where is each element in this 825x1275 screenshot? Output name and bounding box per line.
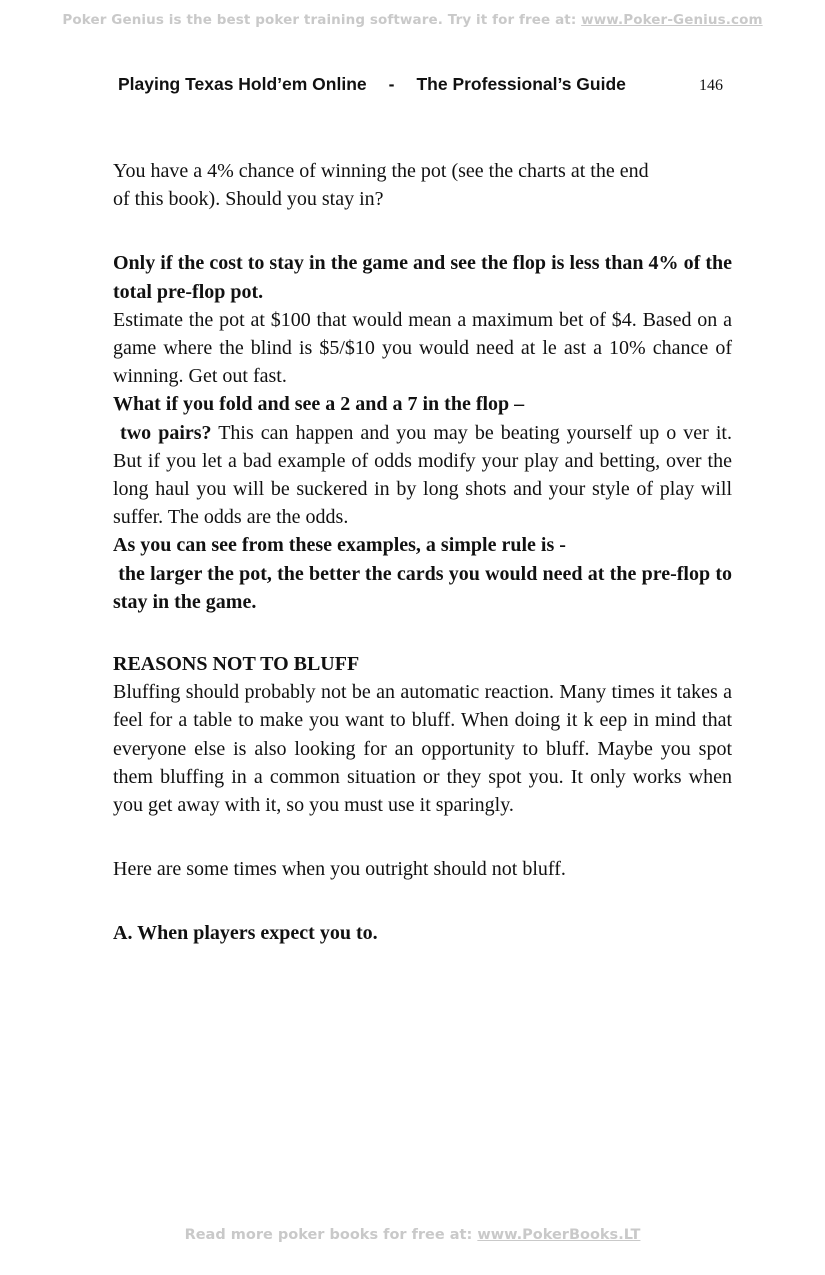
header-separator: - [388, 74, 395, 94]
fold-question-line-1: What if you fold and see a 2 and a 7 in the flop – [113, 393, 525, 416]
book-subtitle: The Professional’s Guide [416, 74, 626, 94]
paragraph-times: Here are some times when you outright should not bluff. [113, 858, 566, 881]
paragraph-rule-intro [113, 531, 732, 559]
fold-answer-text: This can happen and you may be beating yourself up o ver it. But if you let a bad example of odds modify your play and betting, over the long haul you will be suckered in by long shots and your style of play will suffer. The odds are the odds. [113, 421, 732, 529]
book-title: Playing Texas Hold’em Online [118, 74, 367, 94]
bottom-banner-text: Read more poker books for free at: [184, 1227, 478, 1243]
pokerbooks-link[interactable]: www.PokerBooks.LT [477, 1227, 641, 1243]
paragraph-bluffing: Bluffing should probably not be an automatic reaction. Many times it takes a feel for a table to make you want to bluff. When doing it k eep in mind that everyone else is also looking for an opportunity to bluff. Maybe you spot them bluffing in a common situation or they spot you. It only works when you get away with it, so you must use it sparingly. [113, 681, 732, 817]
paragraph-rule [113, 560, 732, 616]
page-number: 146 [699, 77, 723, 94]
paragraph-intro [113, 157, 732, 213]
rule-bold: the larger the pot, the better the cards you would need at the pre-flop to stay in the game. [113, 562, 732, 613]
page-content [113, 157, 732, 948]
poker-genius-link[interactable]: www.Poker-Genius.com [581, 12, 763, 28]
top-promo-banner [0, 12, 825, 28]
top-banner-text: Poker Genius is the best poker training software. Try it for free at: [62, 12, 582, 28]
running-header [118, 74, 728, 95]
intro-line-1: You have a 4% chance of winning the pot (see the charts at the end [113, 160, 649, 182]
intro-line-2: of this book). Should you stay in? [113, 188, 384, 211]
section-heading [113, 650, 732, 678]
rule-intro-bold: As you can see from these examples, a simple rule is - [113, 534, 566, 557]
fold-question-line-2: two pairs? [120, 421, 212, 444]
paragraph-answer [113, 249, 732, 305]
list-item-a-text: A. When players expect you to. [113, 922, 378, 945]
section-heading-text: REASONS NOT TO BLUFF [113, 653, 360, 676]
answer-bold: Only if the cost to stay in the game and see the flop is less than 4% of the total pre-flop pot. [113, 252, 732, 303]
paragraph-estimate: Estimate the pot at $100 that would mean a maximum bet of $4. Based on a game where the blind is $5/$10 you would need at le ast a 10% chance of winning. Get out fast. [113, 308, 732, 388]
list-item-a [113, 919, 732, 947]
paragraph-fold-answer [113, 419, 732, 532]
paragraph-fold-question [113, 390, 732, 418]
bottom-promo-banner [0, 1227, 825, 1243]
